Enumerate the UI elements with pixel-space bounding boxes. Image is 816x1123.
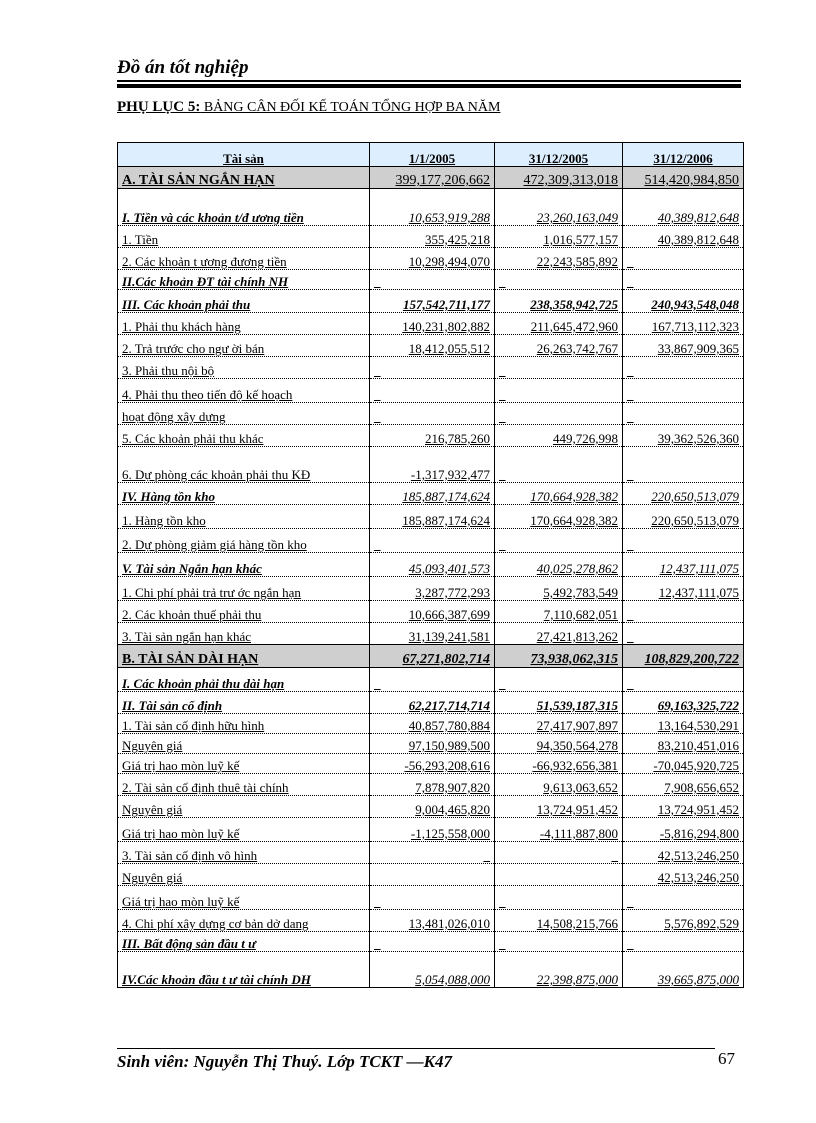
row-value: 185,887,174,624 bbox=[370, 483, 495, 505]
row-value bbox=[495, 864, 623, 886]
row-label: 2. Các khoản thuế phải thu bbox=[118, 601, 370, 623]
footer-student-info: Sinh viên: Nguyễn Thị Thuý. Lớp TCKT —K47 bbox=[117, 1052, 452, 1071]
table-row bbox=[118, 796, 744, 818]
row-label: II. Tài sản cố định bbox=[118, 692, 370, 714]
row-value: 9,004,465,820 bbox=[370, 796, 495, 818]
row-value: 31,139,241,581 bbox=[370, 623, 495, 645]
row-value: _ bbox=[370, 403, 495, 425]
row-value: 240,943,548,048 bbox=[623, 290, 744, 313]
row-value: 12,437,111,075 bbox=[623, 577, 744, 601]
row-label: IV.Các khoản đầu t ư tài chính DH bbox=[118, 952, 370, 988]
row-value: 10,298,494,070 bbox=[370, 248, 495, 270]
row-value: 67,271,802,714 bbox=[370, 645, 495, 668]
row-label: Giá trị hao mòn luỹ kế bbox=[118, 818, 370, 842]
row-value: 13,481,026,010 bbox=[370, 910, 495, 932]
row-value: 27,417,907,897 bbox=[495, 714, 623, 734]
row-value: _ bbox=[495, 529, 623, 553]
row-label: V. Tài sản Ngắn hạn khác bbox=[118, 553, 370, 577]
row-value: 167,713,112,323 bbox=[623, 313, 744, 335]
row-value: _ bbox=[370, 270, 495, 290]
table-row bbox=[118, 577, 744, 601]
row-value: _ bbox=[623, 403, 744, 425]
row-value: 33,867,909,365 bbox=[623, 335, 744, 357]
table-row bbox=[118, 623, 744, 645]
balance-sheet-table bbox=[117, 142, 744, 988]
row-value: 211,645,472,960 bbox=[495, 313, 623, 335]
row-value: 39,665,875,000 bbox=[623, 952, 744, 988]
row-value: _ bbox=[623, 601, 744, 623]
row-label: 3. Tài sản ngắn hạn khác bbox=[118, 623, 370, 645]
row-value: 40,025,278,862 bbox=[495, 553, 623, 577]
table-row bbox=[118, 226, 744, 248]
row-value: _ bbox=[495, 668, 623, 692]
document-header-title: Đồ án tốt nghiệp bbox=[117, 57, 249, 78]
row-value: 62,217,714,714 bbox=[370, 692, 495, 714]
row-label: 4. Chi phí xây dựng cơ bản dở dang bbox=[118, 910, 370, 932]
table-row bbox=[118, 952, 744, 988]
row-label: II.Các khoản ĐT tài chính NH bbox=[118, 270, 370, 290]
header-rule-thick bbox=[117, 84, 741, 88]
row-value: _ bbox=[370, 379, 495, 403]
row-value: 108,829,200,722 bbox=[623, 645, 744, 668]
row-value: 13,724,951,452 bbox=[623, 796, 744, 818]
row-value: 13,164,530,291 bbox=[623, 714, 744, 734]
row-value: 3,287,772,293 bbox=[370, 577, 495, 601]
row-value: _ bbox=[495, 270, 623, 290]
row-value: 73,938,062,315 bbox=[495, 645, 623, 668]
row-value: 170,664,928,382 bbox=[495, 505, 623, 529]
row-value: 40,389,812,648 bbox=[623, 226, 744, 248]
row-value: -1,317,932,477 bbox=[370, 447, 495, 483]
row-value: _ bbox=[370, 932, 495, 952]
row-value: 1,016,577,157 bbox=[495, 226, 623, 248]
row-value: 45,093,401,573 bbox=[370, 553, 495, 577]
row-value: 27,421,813,262 bbox=[495, 623, 623, 645]
row-value: 12,437,111,075 bbox=[623, 553, 744, 577]
footer-rule bbox=[117, 1048, 715, 1049]
table-row bbox=[118, 167, 744, 189]
table-row bbox=[118, 505, 744, 529]
table-row bbox=[118, 774, 744, 796]
row-value: 51,539,187,315 bbox=[495, 692, 623, 714]
row-label: 2. Trả trước cho ngư ời bán bbox=[118, 335, 370, 357]
row-value: -66,932,656,381 bbox=[495, 754, 623, 774]
row-value: 42,513,246,250 bbox=[623, 842, 744, 864]
table-row bbox=[118, 425, 744, 447]
row-value: _ bbox=[623, 668, 744, 692]
row-value: 23,260,163,049 bbox=[495, 189, 623, 226]
row-value: 7,908,656,652 bbox=[623, 774, 744, 796]
column-header-2006-end: 31/12/2006 bbox=[623, 143, 744, 167]
table-row bbox=[118, 447, 744, 483]
row-value: _ bbox=[623, 248, 744, 270]
appendix-prefix: PHỤ LỤC 5: bbox=[117, 99, 201, 115]
table-row bbox=[118, 270, 744, 290]
row-label: 2. Các khoản t ương đương tiền bbox=[118, 248, 370, 270]
row-value: _ bbox=[623, 447, 744, 483]
row-label: 1. Phải thu khách hàng bbox=[118, 313, 370, 335]
row-value: 40,857,780,884 bbox=[370, 714, 495, 734]
row-value: 7,878,907,820 bbox=[370, 774, 495, 796]
table-row bbox=[118, 692, 744, 714]
row-value: 5,576,892,529 bbox=[623, 910, 744, 932]
row-value: 97,150,989,500 bbox=[370, 734, 495, 754]
table-row bbox=[118, 248, 744, 270]
row-value: _ bbox=[623, 357, 744, 379]
table-row bbox=[118, 379, 744, 403]
row-label: 1. Hàng tồn kho bbox=[118, 505, 370, 529]
table-row bbox=[118, 601, 744, 623]
row-value: _ bbox=[623, 623, 744, 645]
row-value: 449,726,998 bbox=[495, 425, 623, 447]
table-row bbox=[118, 189, 744, 226]
table-row bbox=[118, 313, 744, 335]
row-label: I. Các khoản phải thu dài hạn bbox=[118, 668, 370, 692]
row-label: 2. Tài sản cố định thuê tài chính bbox=[118, 774, 370, 796]
row-value: 170,664,928,382 bbox=[495, 483, 623, 505]
row-value: _ bbox=[623, 932, 744, 952]
row-label: Giá trị hao mòn luỹ kế bbox=[118, 754, 370, 774]
row-value: 9,613,063,652 bbox=[495, 774, 623, 796]
table-row bbox=[118, 357, 744, 379]
row-value: 140,231,802,882 bbox=[370, 313, 495, 335]
row-value: _ bbox=[370, 668, 495, 692]
table-row bbox=[118, 529, 744, 553]
row-value: 40,389,812,648 bbox=[623, 189, 744, 226]
row-value: 220,650,513,079 bbox=[623, 483, 744, 505]
row-value: 69,163,325,722 bbox=[623, 692, 744, 714]
row-value: 39,362,526,360 bbox=[623, 425, 744, 447]
column-header-2005-start: 1/1/2005 bbox=[370, 143, 495, 167]
table-row bbox=[118, 864, 744, 886]
row-value: 5,492,783,549 bbox=[495, 577, 623, 601]
row-value: 10,653,919,288 bbox=[370, 189, 495, 226]
row-label: Nguyên giá bbox=[118, 734, 370, 754]
row-value: _ bbox=[370, 842, 495, 864]
row-value: 13,724,951,452 bbox=[495, 796, 623, 818]
row-value: 14,508,215,766 bbox=[495, 910, 623, 932]
row-value: _ bbox=[623, 886, 744, 910]
row-label: B. TÀI SẢN DÀI HẠN bbox=[118, 645, 370, 668]
row-label: 6. Dự phòng các khoản phải thu KĐ bbox=[118, 447, 370, 483]
row-value: _ bbox=[495, 403, 623, 425]
table-row bbox=[118, 910, 744, 932]
row-value: -70,045,920,725 bbox=[623, 754, 744, 774]
row-value: -56,293,208,616 bbox=[370, 754, 495, 774]
row-label: I. Tiền và các khoản t/đ ương tiền bbox=[118, 189, 370, 226]
row-label: Giá trị hao mòn luỹ kế bbox=[118, 886, 370, 910]
table-row bbox=[118, 886, 744, 910]
row-value: _ bbox=[495, 379, 623, 403]
row-value: 94,350,564,278 bbox=[495, 734, 623, 754]
table-row bbox=[118, 754, 744, 774]
row-value: -5,816,294,800 bbox=[623, 818, 744, 842]
row-value: 10,666,387,699 bbox=[370, 601, 495, 623]
appendix-caption: BẢNG CÂN ĐỐI KẾ TOÁN TỔNG HỢP BA NĂM bbox=[200, 100, 501, 115]
table-row bbox=[118, 553, 744, 577]
table-row bbox=[118, 842, 744, 864]
row-value: 355,425,218 bbox=[370, 226, 495, 248]
row-label: 1. Tài sản cố định hữu hình bbox=[118, 714, 370, 734]
appendix-title bbox=[117, 99, 500, 116]
row-label: 2. Dự phòng giảm giá hàng tồn kho bbox=[118, 529, 370, 553]
row-value: 22,398,875,000 bbox=[495, 952, 623, 988]
row-label: Nguyên giá bbox=[118, 796, 370, 818]
row-value: 238,358,942,725 bbox=[495, 290, 623, 313]
table-row bbox=[118, 668, 744, 692]
row-label: 3. Phải thu nội bộ bbox=[118, 357, 370, 379]
row-value: 514,420,984,850 bbox=[623, 167, 744, 189]
row-value: -4,111,887,800 bbox=[495, 818, 623, 842]
table-row bbox=[118, 403, 744, 425]
row-value: _ bbox=[495, 842, 623, 864]
row-value: 22,243,585,892 bbox=[495, 248, 623, 270]
row-value: _ bbox=[370, 886, 495, 910]
row-label: 5. Các khoản phải thu khác bbox=[118, 425, 370, 447]
header-rule-thin bbox=[117, 80, 741, 82]
row-label: III. Bất động sản đầu t ư bbox=[118, 932, 370, 952]
row-label: III. Các khoản phải thu bbox=[118, 290, 370, 313]
row-value bbox=[370, 864, 495, 886]
row-value: _ bbox=[495, 932, 623, 952]
table-row bbox=[118, 290, 744, 313]
column-header-assets: Tài sản bbox=[118, 143, 370, 167]
row-value: 83,210,451,016 bbox=[623, 734, 744, 754]
table-row bbox=[118, 483, 744, 505]
table-row bbox=[118, 932, 744, 952]
table-row bbox=[118, 734, 744, 754]
row-value: 157,542,711,177 bbox=[370, 290, 495, 313]
row-value: 7,110,682,051 bbox=[495, 601, 623, 623]
row-value: _ bbox=[495, 447, 623, 483]
row-label: Nguyên giá bbox=[118, 864, 370, 886]
row-value: 399,177,206,662 bbox=[370, 167, 495, 189]
table-row bbox=[118, 818, 744, 842]
row-value: 18,412,055,512 bbox=[370, 335, 495, 357]
row-label: 4. Phải thu theo tiến độ kế hoạch bbox=[118, 379, 370, 403]
row-value: 185,887,174,624 bbox=[370, 505, 495, 529]
row-label: A. TÀI SẢN NGẮN HẠN bbox=[118, 167, 370, 189]
row-value: 5,054,088,000 bbox=[370, 952, 495, 988]
row-value: _ bbox=[623, 379, 744, 403]
row-value: _ bbox=[495, 886, 623, 910]
row-value: _ bbox=[370, 357, 495, 379]
table-row bbox=[118, 714, 744, 734]
table-header-row bbox=[118, 143, 744, 167]
page-number: 67 bbox=[718, 1049, 735, 1068]
row-label: hoạt động xây dựng bbox=[118, 403, 370, 425]
row-label: IV. Hàng tồn kho bbox=[118, 483, 370, 505]
column-header-2005-end: 31/12/2005 bbox=[495, 143, 623, 167]
row-value: 42,513,246,250 bbox=[623, 864, 744, 886]
row-value: _ bbox=[495, 357, 623, 379]
table-row bbox=[118, 645, 744, 668]
row-label: 1. Tiền bbox=[118, 226, 370, 248]
row-value: 26,263,742,767 bbox=[495, 335, 623, 357]
row-label: 1. Chi phí phải trả trư ớc ngắn hạn bbox=[118, 577, 370, 601]
row-value: 216,785,260 bbox=[370, 425, 495, 447]
row-value: 472,309,313,018 bbox=[495, 167, 623, 189]
row-value: -1,125,558,000 bbox=[370, 818, 495, 842]
row-value: _ bbox=[623, 529, 744, 553]
row-label: 3. Tài sản cố định vô hình bbox=[118, 842, 370, 864]
row-value: _ bbox=[623, 270, 744, 290]
row-value: _ bbox=[370, 529, 495, 553]
table-row bbox=[118, 335, 744, 357]
row-value: 220,650,513,079 bbox=[623, 505, 744, 529]
